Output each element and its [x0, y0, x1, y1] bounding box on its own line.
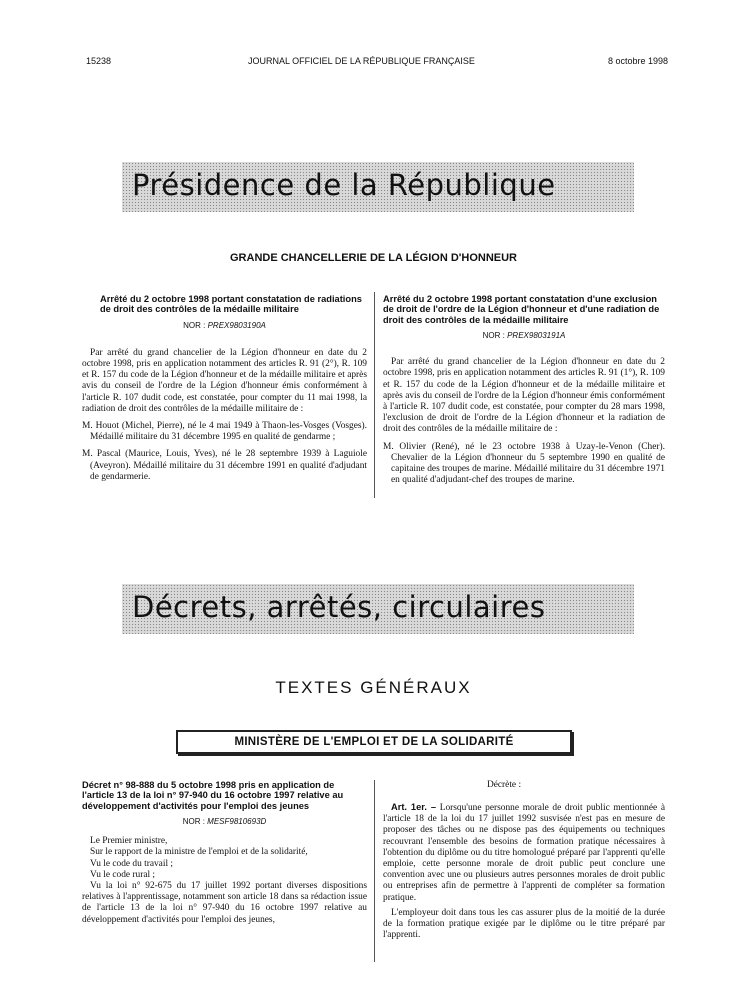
textes-generaux-heading: TEXTES GÉNÉRAUX	[275, 678, 472, 697]
preamble-line: Vu le code rural ;	[90, 869, 156, 880]
article-1	[383, 802, 665, 941]
nor-code: PREX9803190A	[207, 320, 266, 330]
article-body	[383, 357, 665, 486]
nor-code: MESF9810693D	[207, 817, 267, 827]
decrete-heading: Décrète :	[486, 780, 522, 790]
column-divider	[374, 292, 375, 498]
article-1-paragraph	[383, 802, 665, 904]
decree-preamble	[82, 836, 367, 926]
article-paragraph: Par arrêté du grand chancelier de la Légion d'honneur en date du 2 octobre 1998, pris en application notamment des articles R. 91 (1°), R. 109 et R. 157 du code de la Légion d'honneur et de la médaille militaire et après avis du conseil de l'ordre de la Légion d'honneur émis conformément à l'article R. 107 dudit code, est constatée, pour compter du 28 mars 1998, l'exclusion de droit de l'ordre de la Légion d'honneur et la radiation de droit des contrôles de la médaille militaire de :	[383, 357, 665, 435]
list-item: M. Olivier (René), né le 23 octobre 1938 à Uzay-le-Venon (Cher). Chevalier de la Légion d'honneur du 5 septembre 1990 en qualité de capitaine des troupes de marine. Médaillé militaire du 31 décembre 1971 en qualité d'adjudant-chef des troupes de marine.	[383, 441, 665, 486]
article-body	[82, 348, 367, 483]
article-title: Arrêté du 2 octobre 1998 portant constatation de radiations de droit des contrôles de la médaille militaire	[100, 294, 362, 315]
decree-left-column	[82, 780, 367, 926]
ministry-box	[176, 730, 572, 754]
banner-presidence-text: Présidence de la République	[132, 168, 556, 202]
banner-presidence	[122, 162, 634, 212]
ministry-name: MINISTÈRE DE L'EMPLOI ET DE LA SOLIDARITÉ	[234, 736, 514, 748]
preamble-line: Vu le code du travail ;	[90, 858, 174, 869]
header-date: 8 octobre 1998	[608, 56, 669, 66]
page-number: 15238	[86, 56, 112, 66]
preamble-line: Sur le rapport de la ministre de l'emploi et de la solidarité,	[90, 847, 308, 858]
article-paragraph: Par arrêté du grand chancelier de la Légion d'honneur en date du 2 octobre 1998, pris en application notamment des articles R. 91 (2°), R. 109 et R. 157 du code de la Légion d'honneur et de la médaille militaire et après avis du conseil de l'ordre de la Légion d'honneur émis conformément à l'article R. 107 dudit code, est constatée, pour compter du 11 mai 1998, la radiation de droit des contrôles de la médaille militaire de :	[82, 347, 367, 414]
article-1-paragraph-2: L'employeur doit dans tous les cas assurer plus de la moitié de la durée de la formation pratique exigée par le diplôme ou le titre préparé par l'apprenti.	[383, 907, 665, 941]
list-item: M. Pascal (Maurice, Louis, Yves), né le 28 septembre 1939 à Laguiole (Aveyron). Médaillé militaire du 31 décembre 1991 en qualité d'adjudant de gendarmerie.	[82, 449, 367, 482]
nor-label: NOR :	[182, 817, 205, 827]
banner-decrets	[122, 584, 634, 634]
section-heading: GRANDE CHANCELLERIE DE LA LÉGION D'HONNEUR	[230, 252, 517, 264]
article-1-label: Art. 1er. –	[391, 802, 437, 812]
preamble-line: Le Premier ministre,	[90, 836, 168, 847]
nor-label: NOR :	[482, 331, 505, 341]
preamble-line: Vu la loi n° 92-675 du 17 juillet 1992 portant diverses dispositions relatives à l'apprentissage, notamment son article 18 dans sa rédaction issue de l'article 13 de la loi n° 97-940 du 16 octobre 1997 relative au développement d'activités pour l'emploi des jeunes,	[82, 881, 367, 925]
nor-reference	[383, 331, 665, 340]
article-1-text: Lorsqu'une personne morale de droit public mentionnée à l'article 18 de la loi du 17 juillet 1992 susvisée n'est pas en mesure de proposer des tâches ou ne dispose pas des équipements ou techniques recouvrant l'ensemble des besoins de formation pratique nécessaires à l'obtention du diplôme ou du titre homologué préparé par l'apprenti qu'elle emploie, cette personne morale de droit public peut conclure une convention avec une ou plusieurs autres personnes morales de droit public ou entreprises afin de permettre à l'apprenti de compléter sa formation pratique.	[383, 803, 665, 903]
list-item: M. Houot (Michel, Pierre), né le 4 mai 1949 à Thaon-les-Vosges (Vosges). Médaillé militaire du 31 décembre 1995 en qualité de gendarme ;	[82, 421, 367, 443]
decree-title: Décret n° 98-888 du 5 octobre 1998 pris en application de l'article 13 de la loi n° 97-940 du 16 octobre 1997 relative au développement d'activités pour l'emploi des jeunes	[82, 780, 344, 811]
nor-reference	[82, 321, 367, 330]
journal-title: JOURNAL OFFICIEL DE LA RÉPUBLIQUE FRANÇAISE	[248, 56, 475, 66]
banner-decrets-text: Décrets, arrêtés, circulaires	[132, 590, 546, 624]
left-article	[82, 294, 367, 483]
article-title: Arrêté du 2 octobre 1998 portant constatation d'une exclusion de droit de l'ordre de la Légion d'honneur et d'une radiation de droit des contrôles de la médaille militaire	[383, 294, 660, 325]
nor-code: PREX9803191A	[507, 331, 566, 341]
nor-reference	[82, 817, 367, 826]
nor-label: NOR :	[183, 320, 206, 330]
right-article	[383, 294, 665, 486]
column-divider	[374, 780, 375, 962]
decree-right-column	[383, 780, 665, 941]
